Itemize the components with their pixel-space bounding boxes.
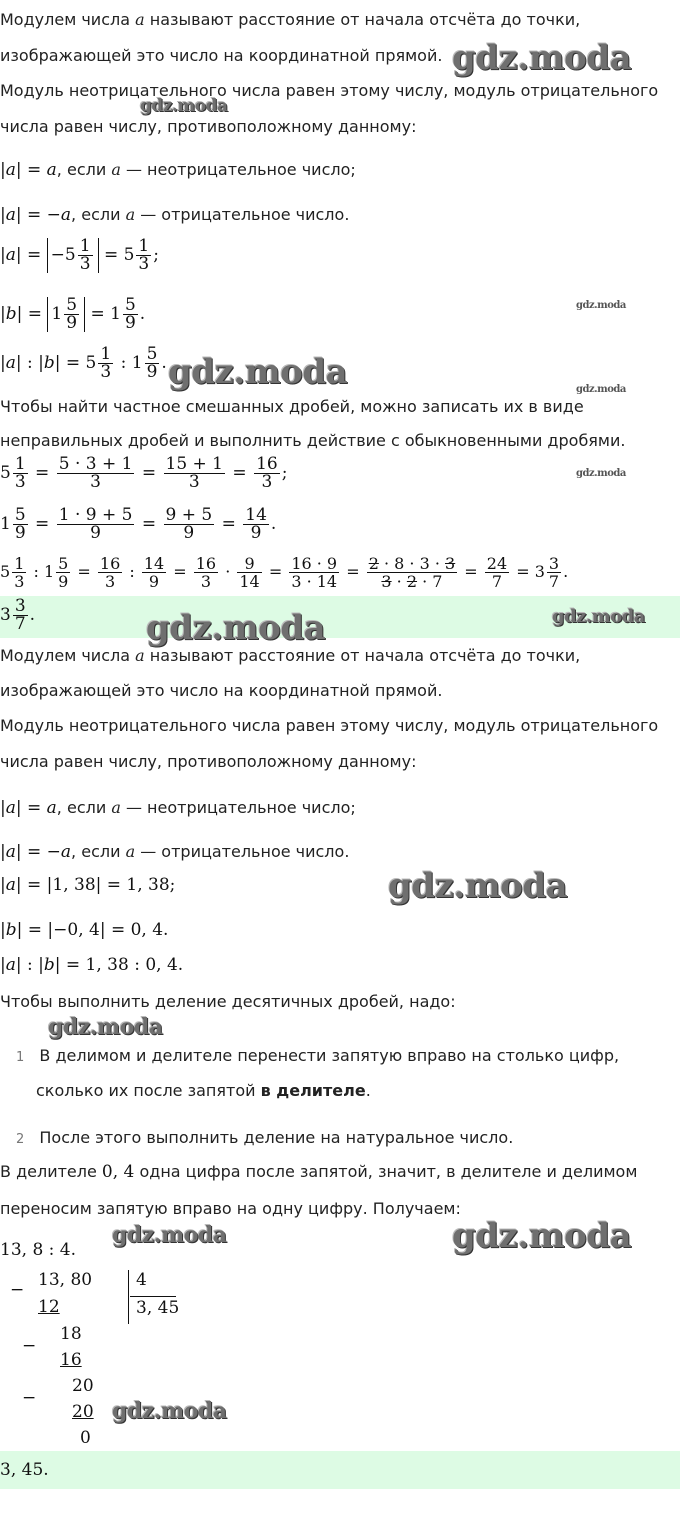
ld-divisor: 4 bbox=[136, 1270, 147, 1290]
division-expression: 13, 8 : 4. bbox=[0, 1240, 77, 1260]
definition2-line-4: числа равен числу, противоположному данному: bbox=[0, 752, 417, 771]
answer-band-2 bbox=[0, 1451, 680, 1489]
calc-abs-b: |b| = 1 $\frac{5}{9}$ = 1 $\frac{5}{9}$ . bbox=[0, 295, 146, 333]
case-nonnegative: |a| = a, если a — неотрицательное число; bbox=[0, 160, 356, 180]
definition2-line-3: Модуль неотрицательного числа равен этому числу, модуль отрицательного bbox=[0, 716, 659, 735]
watermark: gdz.moda bbox=[48, 1014, 163, 1040]
calc-abs-a: |a| = −5 $\frac{1}{3}$ = 5 $\frac{1}{3}$ ; bbox=[0, 236, 159, 274]
rule-line-1: Чтобы найти частное смешанных дробей, можно записать их в виде bbox=[0, 397, 584, 416]
convert-first: 5 $\frac{1}{3}$ = $\frac{5 \cdot 3 + 1}{3}$ = $\frac{15 + 1}{3}$ = $\frac{16}{3}$ ; bbox=[0, 454, 288, 492]
definition2-line-2: изображающей это число на координатной прямой. bbox=[0, 681, 443, 700]
step-1-line-2: сколько их после запятой в делителе. bbox=[36, 1081, 371, 1100]
result-chain: 5 $\frac{1}{3}$ : 1 $\frac{5}{9}$ = $\frac{16}{3}$ : $\frac{14}{9}$ = $\frac{16}{3}$ · $\frac{9}{14}$ = $\frac{16 \cdot 9}{3 \cdot 14}$ = $\frac{2 \cdot 8 \cdot 3 \cdot 3}{3 \cdot 2 \cdot 7}$ = $\frac{24}{7}$ = 3 $\frac{3}{7}$ . bbox=[0, 554, 569, 591]
ld-quotient-line bbox=[130, 1296, 176, 1297]
definition-line-4: числа равен числу, противоположному данному: bbox=[0, 117, 417, 136]
watermark: gdz.moda bbox=[576, 468, 626, 479]
ld-divider-line bbox=[128, 1270, 129, 1324]
definition-line-2: изображающей это число на координатной прямой. bbox=[0, 46, 443, 65]
step-1: 1 В делимом и делителе перенести запятую вправо на столько цифр, bbox=[16, 1046, 620, 1065]
explain-line-2: переносим запятую вправо на одну цифру. Получаем: bbox=[0, 1199, 461, 1218]
calc-division: |a| : |b| = 5 $\frac{1}{3}$ : 1 $\frac{5}{9}$ . bbox=[0, 344, 167, 382]
ld-row-4: 20 bbox=[72, 1376, 94, 1396]
ld-row-5: 20 bbox=[72, 1402, 94, 1422]
watermark: gdz.moda bbox=[112, 1222, 227, 1248]
calc2-abs-b: |b| = |−0, 4| = 0, 4. bbox=[0, 920, 169, 940]
minus-sign: − bbox=[22, 1336, 37, 1356]
ld-row-2: 18 bbox=[60, 1324, 82, 1344]
ld-row-1: 12 bbox=[38, 1297, 60, 1317]
case2-nonnegative: |a| = a, если a — неотрицательное число; bbox=[0, 798, 356, 818]
definition-line-1: Модулем числа a называют расстояние от начала отсчёта до точки, bbox=[0, 10, 581, 29]
watermark: gdz.moda bbox=[576, 384, 626, 395]
explain-line-1: В делителе 0, 4 одна цифра после запятой, значит, в делителе и делимом bbox=[0, 1162, 638, 1182]
watermark: gdz.moda bbox=[388, 866, 568, 906]
watermark: gdz.moda bbox=[168, 352, 348, 392]
convert-second: 1 $\frac{5}{9}$ = $\frac{1 \cdot 9 + 5}{9}$ = $\frac{9 + 5}{9}$ = $\frac{14}{9}$ . bbox=[0, 505, 277, 543]
step-number: 1 bbox=[16, 1050, 25, 1065]
step-2: 2 После этого выполнить деление на натуральное число. bbox=[16, 1128, 514, 1147]
ld-row-6: 0 bbox=[80, 1428, 91, 1448]
answer-1: 3 $\frac{3}{7}$ . bbox=[0, 596, 36, 634]
ld-quotient: 3, 45 bbox=[136, 1298, 180, 1318]
watermark: gdz.moda bbox=[146, 608, 326, 648]
minus-sign: − bbox=[22, 1388, 37, 1408]
watermark: gdz.moda bbox=[112, 1398, 227, 1424]
watermark: gdz.moda bbox=[576, 300, 626, 311]
step-number: 2 bbox=[16, 1132, 25, 1147]
watermark: gdz.moda bbox=[452, 38, 632, 78]
rule2-intro: Чтобы выполнить деление десятичных дробей, надо: bbox=[0, 992, 456, 1011]
watermark: gdz.moda bbox=[552, 606, 645, 627]
minus-sign: − bbox=[10, 1280, 25, 1300]
definition-line-3: Модуль неотрицательного числа равен этому числу, модуль отрицательного bbox=[0, 81, 659, 100]
case-negative: |a| = −a, если a — отрицательное число. bbox=[0, 205, 350, 225]
calc2-abs-a: |a| = |1, 38| = 1, 38; bbox=[0, 875, 176, 895]
rule-line-2: неправильных дробей и выполнить действие с обыкновенными дробями. bbox=[0, 431, 626, 450]
ld-dividend: 13, 80 bbox=[38, 1270, 93, 1290]
ld-row-3: 16 bbox=[60, 1350, 82, 1370]
watermark: gdz.moda bbox=[452, 1216, 632, 1256]
definition2-line-1: Модулем числа a называют расстояние от начала отсчёта до точки, bbox=[0, 646, 581, 665]
watermark: gdz.moda bbox=[140, 96, 228, 116]
case2-negative: |a| = −a, если a — отрицательное число. bbox=[0, 842, 350, 862]
answer-2: 3, 45. bbox=[0, 1460, 49, 1480]
calc2-division: |a| : |b| = 1, 38 : 0, 4. bbox=[0, 955, 184, 975]
